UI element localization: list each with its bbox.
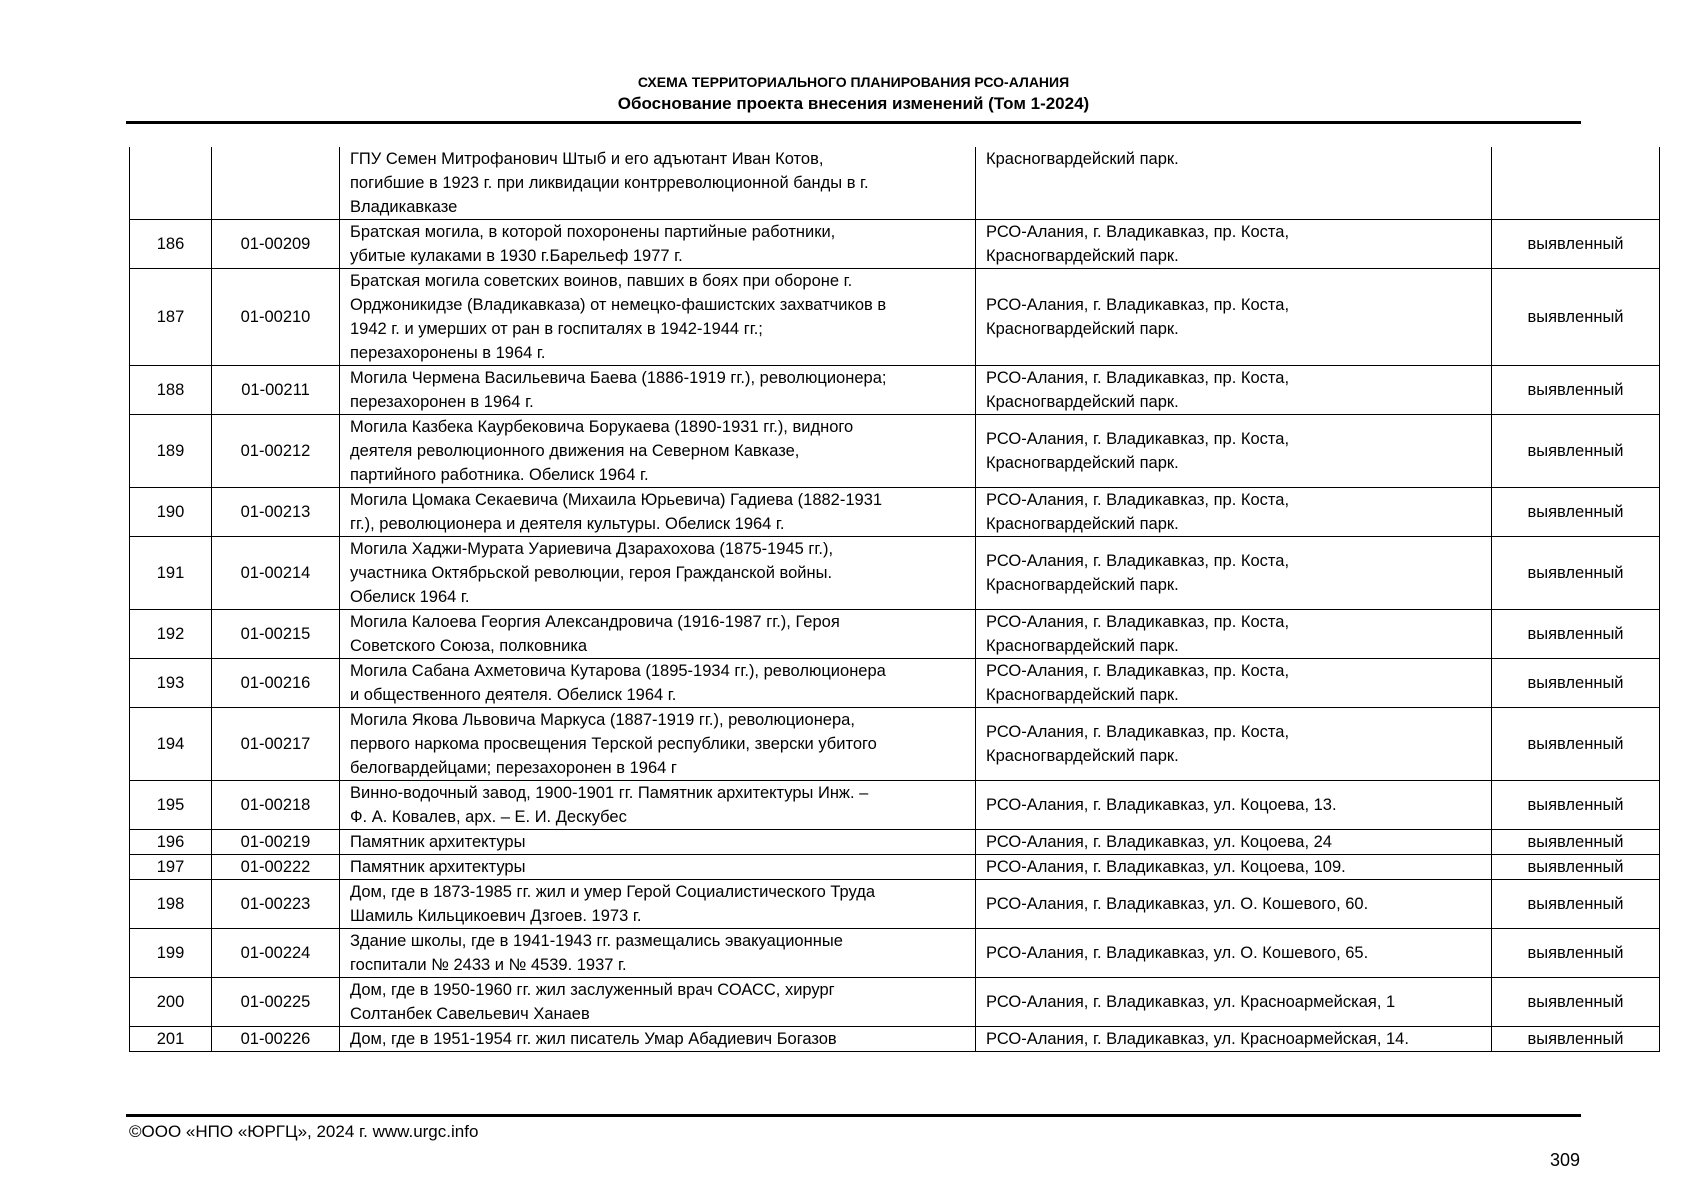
table-row: [130, 415, 1660, 488]
row-number-cell: 201: [130, 1027, 212, 1052]
object-address-cell: РСО-Алания, г. Владикавказ, пр. Коста, Красногвардейский парк.: [976, 610, 1492, 659]
row-number-cell: 190: [130, 488, 212, 537]
object-address-cell: РСО-Алания, г. Владикавказ, ул. Красноармейская, 1: [976, 978, 1492, 1027]
object-category-cell: выявленный: [1492, 880, 1660, 929]
object-code-cell: 01-00213: [212, 488, 340, 537]
object-code-cell: 01-00223: [212, 880, 340, 929]
document-title: СХЕМА ТЕРРИТОРИАЛЬНОГО ПЛАНИРОВАНИЯ РСО-АЛАНИЯ: [637, 74, 1070, 90]
table-row: [130, 366, 1660, 415]
object-name-cell: Здание школы, где в 1941-1943 гг. размещались эвакуационные госпитали № 2433 и № 4539. 1937 г.: [340, 929, 976, 978]
object-code-cell: 01-00226: [212, 1027, 340, 1052]
object-code-cell: 01-00219: [212, 830, 340, 855]
object-name-cell: Могила Якова Львовича Маркуса (1887-1919 гг.), революционера, первого наркома просвещения Терской республики, зверски убитого белогвардейцами; перезахоронен в 1964 г: [340, 708, 976, 781]
object-category-cell: выявленный: [1492, 978, 1660, 1027]
object-code-cell: 01-00218: [212, 781, 340, 830]
table-row: [130, 147, 1660, 220]
object-category-cell: выявленный: [1492, 537, 1660, 610]
table-row: [130, 880, 1660, 929]
object-category-cell: выявленный: [1492, 1027, 1660, 1052]
object-name-cell: Могила Калоева Георгия Александровича (1916-1987 гг.), Героя Советского Союза, полковника: [340, 610, 976, 659]
row-number-cell: 186: [130, 220, 212, 269]
object-address-cell: РСО-Алания, г. Владикавказ, пр. Коста, Красногвардейский парк.: [976, 366, 1492, 415]
object-code-cell: 01-00216: [212, 659, 340, 708]
footer-rule: [126, 1114, 1581, 1117]
object-code-cell: 01-00217: [212, 708, 340, 781]
object-name-cell: Винно-водочный завод, 1900-1901 гг. Памятник архитектуры Инж. – Ф. А. Ковалев, арх. – Е. И. Дескубес: [340, 781, 976, 830]
object-name-cell: Могила Хаджи-Мурата Уариевича Дзарахохова (1875-1945 гг.), участника Октябрьской революции, героя Гражданской войны. Обелиск 1964 г.: [340, 537, 976, 610]
object-address-cell: РСО-Алания, г. Владикавказ, пр. Коста, Красногвардейский парк.: [976, 488, 1492, 537]
object-name-cell: Памятник архитектуры: [340, 855, 976, 880]
document-subtitle: Обоснование проекта внесения изменений (Том 1-2024): [617, 94, 1090, 113]
object-code-cell: 01-00222: [212, 855, 340, 880]
row-number-cell: [130, 147, 212, 220]
object-code-cell: 01-00215: [212, 610, 340, 659]
object-name-cell: Могила Казбека Каурбековича Борукаева (1890-1931 гг.), видного деятеля революционного движения на Северном Кавказе, партийного работника. Обелиск 1964 г.: [340, 415, 976, 488]
object-name-cell: Дом, где в 1951-1954 гг. жил писатель Умар Абадиевич Богазов: [340, 1027, 976, 1052]
object-address-cell: РСО-Алания, г. Владикавказ, ул. Красноармейская, 14.: [976, 1027, 1492, 1052]
object-name-cell: Дом, где в 1950-1960 гг. жил заслуженный врач СОАСС, хирург Солтанбек Савельевич Ханаев: [340, 978, 976, 1027]
object-address-cell: РСО-Алания, г. Владикавказ, ул. Коцоева, 24: [976, 830, 1492, 855]
object-address-cell: РСО-Алания, г. Владикавказ, пр. Коста, Красногвардейский парк.: [976, 269, 1492, 366]
object-category-cell: выявленный: [1492, 269, 1660, 366]
row-number-cell: 191: [130, 537, 212, 610]
row-number-cell: 197: [130, 855, 212, 880]
row-number-cell: 200: [130, 978, 212, 1027]
object-address-cell: РСО-Алания, г. Владикавказ, пр. Коста, Красногвардейский парк.: [976, 537, 1492, 610]
monuments-table: [129, 147, 1660, 1052]
object-address-cell: РСО-Алания, г. Владикавказ, пр. Коста, Красногвардейский парк.: [976, 708, 1492, 781]
table-row: [130, 855, 1660, 880]
page-number: 309: [1549, 1150, 1580, 1170]
object-code-cell: 01-00225: [212, 978, 340, 1027]
table-row: [130, 708, 1660, 781]
object-name-cell: Братская могила, в которой похоронены партийные работники, убитые кулаками в 1930 г.Барельеф 1977 г.: [340, 220, 976, 269]
row-number-cell: 193: [130, 659, 212, 708]
object-category-cell: выявленный: [1492, 708, 1660, 781]
object-category-cell: выявленный: [1492, 855, 1660, 880]
object-category-cell: выявленный: [1492, 659, 1660, 708]
object-code-cell: 01-00211: [212, 366, 340, 415]
object-category-cell: [1492, 147, 1660, 220]
object-address-cell: РСО-Алания, г. Владикавказ, ул. О. Кошевого, 65.: [976, 929, 1492, 978]
object-address-cell: РСО-Алания, г. Владикавказ, пр. Коста, Красногвардейский парк.: [976, 415, 1492, 488]
object-code-cell: [212, 147, 340, 220]
object-category-cell: выявленный: [1492, 781, 1660, 830]
table-row: [130, 488, 1660, 537]
object-name-cell: Могила Чермена Васильевича Баева (1886-1919 гг.), революционера; перезахоронен в 1964 г.: [340, 366, 976, 415]
object-name-cell: Братская могила советских воинов, павших в боях при обороне г. Орджоникидзе (Владикавказа) от немецко-фашистских захватчиков в 1942 г. и умерших от ран в госпиталях в 1942-1944 гг.; перезахоронены в 1964 г.: [340, 269, 976, 366]
object-code-cell: 01-00209: [212, 220, 340, 269]
object-category-cell: выявленный: [1492, 220, 1660, 269]
page-header: [126, 72, 1581, 116]
row-number-cell: 188: [130, 366, 212, 415]
object-category-cell: выявленный: [1492, 488, 1660, 537]
row-number-cell: 192: [130, 610, 212, 659]
row-number-cell: 198: [130, 880, 212, 929]
row-number-cell: 189: [130, 415, 212, 488]
object-code-cell: 01-00224: [212, 929, 340, 978]
table-row: [130, 659, 1660, 708]
object-address-cell: РСО-Алания, г. Владикавказ, ул. О. Кошевого, 60.: [976, 880, 1492, 929]
row-number-cell: 195: [130, 781, 212, 830]
table-row: [130, 781, 1660, 830]
object-category-cell: выявленный: [1492, 366, 1660, 415]
header-rule: [126, 121, 1581, 124]
table-row: [130, 220, 1660, 269]
table-row: [130, 978, 1660, 1027]
table-row: [130, 610, 1660, 659]
table-row: [130, 269, 1660, 366]
object-category-cell: выявленный: [1492, 830, 1660, 855]
object-address-cell: РСО-Алания, г. Владикавказ, пр. Коста, Красногвардейский парк.: [976, 659, 1492, 708]
object-address-cell: РСО-Алания, г. Владикавказ, ул. Коцоева, 13.: [976, 781, 1492, 830]
object-address-cell: РСО-Алания, г. Владикавказ, ул. Коцоева, 109.: [976, 855, 1492, 880]
object-code-cell: 01-00214: [212, 537, 340, 610]
object-category-cell: выявленный: [1492, 929, 1660, 978]
table-row: [130, 537, 1660, 610]
footer-copyright: ©ООО «НПО «ЮРГЦ», 2024 г. www.urgc.info: [129, 1122, 479, 1141]
row-number-cell: 194: [130, 708, 212, 781]
object-name-cell: Дом, где в 1873-1985 гг. жил и умер Герой Социалистического Труда Шамиль Кильцикоевич Дзгоев. 1973 г.: [340, 880, 976, 929]
object-name-cell: ГПУ Семен Митрофанович Штыб и его адъютант Иван Котов, погибшие в 1923 г. при ликвидации контрреволюционной банды в г. Владикавказе: [340, 147, 976, 220]
object-category-cell: выявленный: [1492, 415, 1660, 488]
object-name-cell: Памятник архитектуры: [340, 830, 976, 855]
row-number-cell: 187: [130, 269, 212, 366]
table-row: [130, 1027, 1660, 1052]
object-address-cell: Красногвардейский парк.: [976, 147, 1492, 220]
row-number-cell: 199: [130, 929, 212, 978]
object-code-cell: 01-00210: [212, 269, 340, 366]
table-row: [130, 830, 1660, 855]
object-address-cell: РСО-Алания, г. Владикавказ, пр. Коста, Красногвардейский парк.: [976, 220, 1492, 269]
object-name-cell: Могила Цомака Секаевича (Михаила Юрьевича) Гадиева (1882-1931 гг.), революционера и деятеля культуры. Обелиск 1964 г.: [340, 488, 976, 537]
object-category-cell: выявленный: [1492, 610, 1660, 659]
row-number-cell: 196: [130, 830, 212, 855]
monuments-table-body: [130, 147, 1660, 1052]
object-name-cell: Могила Сабана Ахметовича Кутарова (1895-1934 гг.), революционера и общественного деятеля. Обелиск 1964 г.: [340, 659, 976, 708]
object-code-cell: 01-00212: [212, 415, 340, 488]
table-row: [130, 929, 1660, 978]
